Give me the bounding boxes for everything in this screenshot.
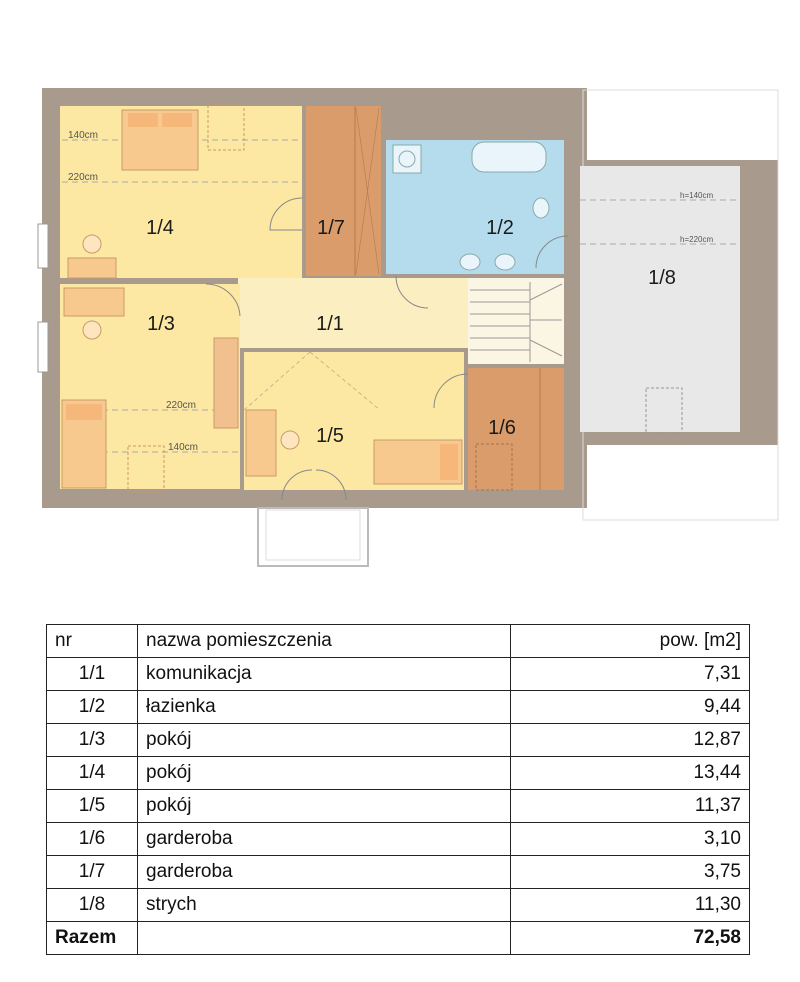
cell-nr: 1/4 <box>47 757 138 790</box>
header-area: pow. [m2] <box>511 625 750 658</box>
room-label-1-4: 1/4 <box>146 217 174 239</box>
bidet <box>533 198 549 218</box>
cell-nr: 1/5 <box>47 790 138 823</box>
room-1-1 <box>238 278 468 348</box>
rooms-table <box>46 624 750 955</box>
cell-name: łazienka <box>138 691 511 724</box>
room-label-1-5: 1/5 <box>316 425 344 447</box>
table-header-row <box>47 625 750 658</box>
room-1-6 <box>468 368 564 490</box>
cell-name: garderoba <box>138 856 511 889</box>
window-left <box>38 224 48 268</box>
cell-name: pokój <box>138 790 511 823</box>
cell-name: garderoba <box>138 823 511 856</box>
cell-area: 3,10 <box>511 823 750 856</box>
header-name: nazwa pomieszczenia <box>138 625 511 658</box>
table-row <box>47 823 750 856</box>
cell-nr: 1/1 <box>47 658 138 691</box>
cell-nr: 1/2 <box>47 691 138 724</box>
room-label-1-6: 1/6 <box>488 417 516 439</box>
dim-label: h=140cm <box>680 191 714 200</box>
cell-area: 11,30 <box>511 889 750 922</box>
attic-wall-top <box>565 88 587 163</box>
cell-area: 3,75 <box>511 856 750 889</box>
bathtub <box>472 142 546 172</box>
chair <box>281 431 299 449</box>
balcony <box>258 508 368 566</box>
cell-area: 9,44 <box>511 691 750 724</box>
table-row <box>47 724 750 757</box>
toilet <box>495 254 515 270</box>
total-area: 72,58 <box>511 922 750 955</box>
desk <box>246 410 276 476</box>
dim-label: 220cm <box>166 400 197 411</box>
chair <box>83 235 101 253</box>
total-empty <box>138 922 511 955</box>
room-label-1-7: 1/7 <box>317 217 345 239</box>
pillow <box>128 113 158 127</box>
attic-wall-right <box>740 160 778 445</box>
cell-nr: 1/8 <box>47 889 138 922</box>
cell-area: 13,44 <box>511 757 750 790</box>
room-label-1-8: 1/8 <box>648 267 676 289</box>
dim-label: h=220cm <box>680 235 714 244</box>
table-row <box>47 790 750 823</box>
cell-name: pokój <box>138 757 511 790</box>
table-total-row <box>47 922 750 955</box>
cell-name: pokój <box>138 724 511 757</box>
room-label-1-1: 1/1 <box>316 313 344 335</box>
wardrobe <box>214 338 238 428</box>
table-row <box>47 757 750 790</box>
room-1-8 <box>580 166 740 432</box>
cell-nr: 1/6 <box>47 823 138 856</box>
pillow <box>440 444 458 480</box>
table-row <box>47 889 750 922</box>
table-row <box>47 856 750 889</box>
cell-name: strych <box>138 889 511 922</box>
total-label: Razem <box>47 922 138 955</box>
washing-machine <box>393 145 421 173</box>
table-row <box>47 691 750 724</box>
table-row <box>47 658 750 691</box>
window-left <box>38 322 48 372</box>
room-label-1-3: 1/3 <box>147 313 175 335</box>
pillow <box>66 404 102 420</box>
room-label-1-2: 1/2 <box>486 217 514 239</box>
cell-area: 7,31 <box>511 658 750 691</box>
desk <box>64 288 124 316</box>
dim-label: 140cm <box>168 442 199 453</box>
cell-area: 11,37 <box>511 790 750 823</box>
room-1-7 <box>306 106 381 276</box>
cell-area: 12,87 <box>511 724 750 757</box>
cell-name: komunikacja <box>138 658 511 691</box>
header-nr: nr <box>47 625 138 658</box>
cell-nr: 1/3 <box>47 724 138 757</box>
dim-label: 140cm <box>68 130 99 141</box>
bathroom-top-wall <box>386 106 564 140</box>
desk <box>68 258 116 278</box>
pillow <box>162 113 192 127</box>
stairs-area <box>468 278 564 364</box>
chair <box>83 321 101 339</box>
sink <box>460 254 480 270</box>
cell-nr: 1/7 <box>47 856 138 889</box>
dim-label: 220cm <box>68 172 99 183</box>
